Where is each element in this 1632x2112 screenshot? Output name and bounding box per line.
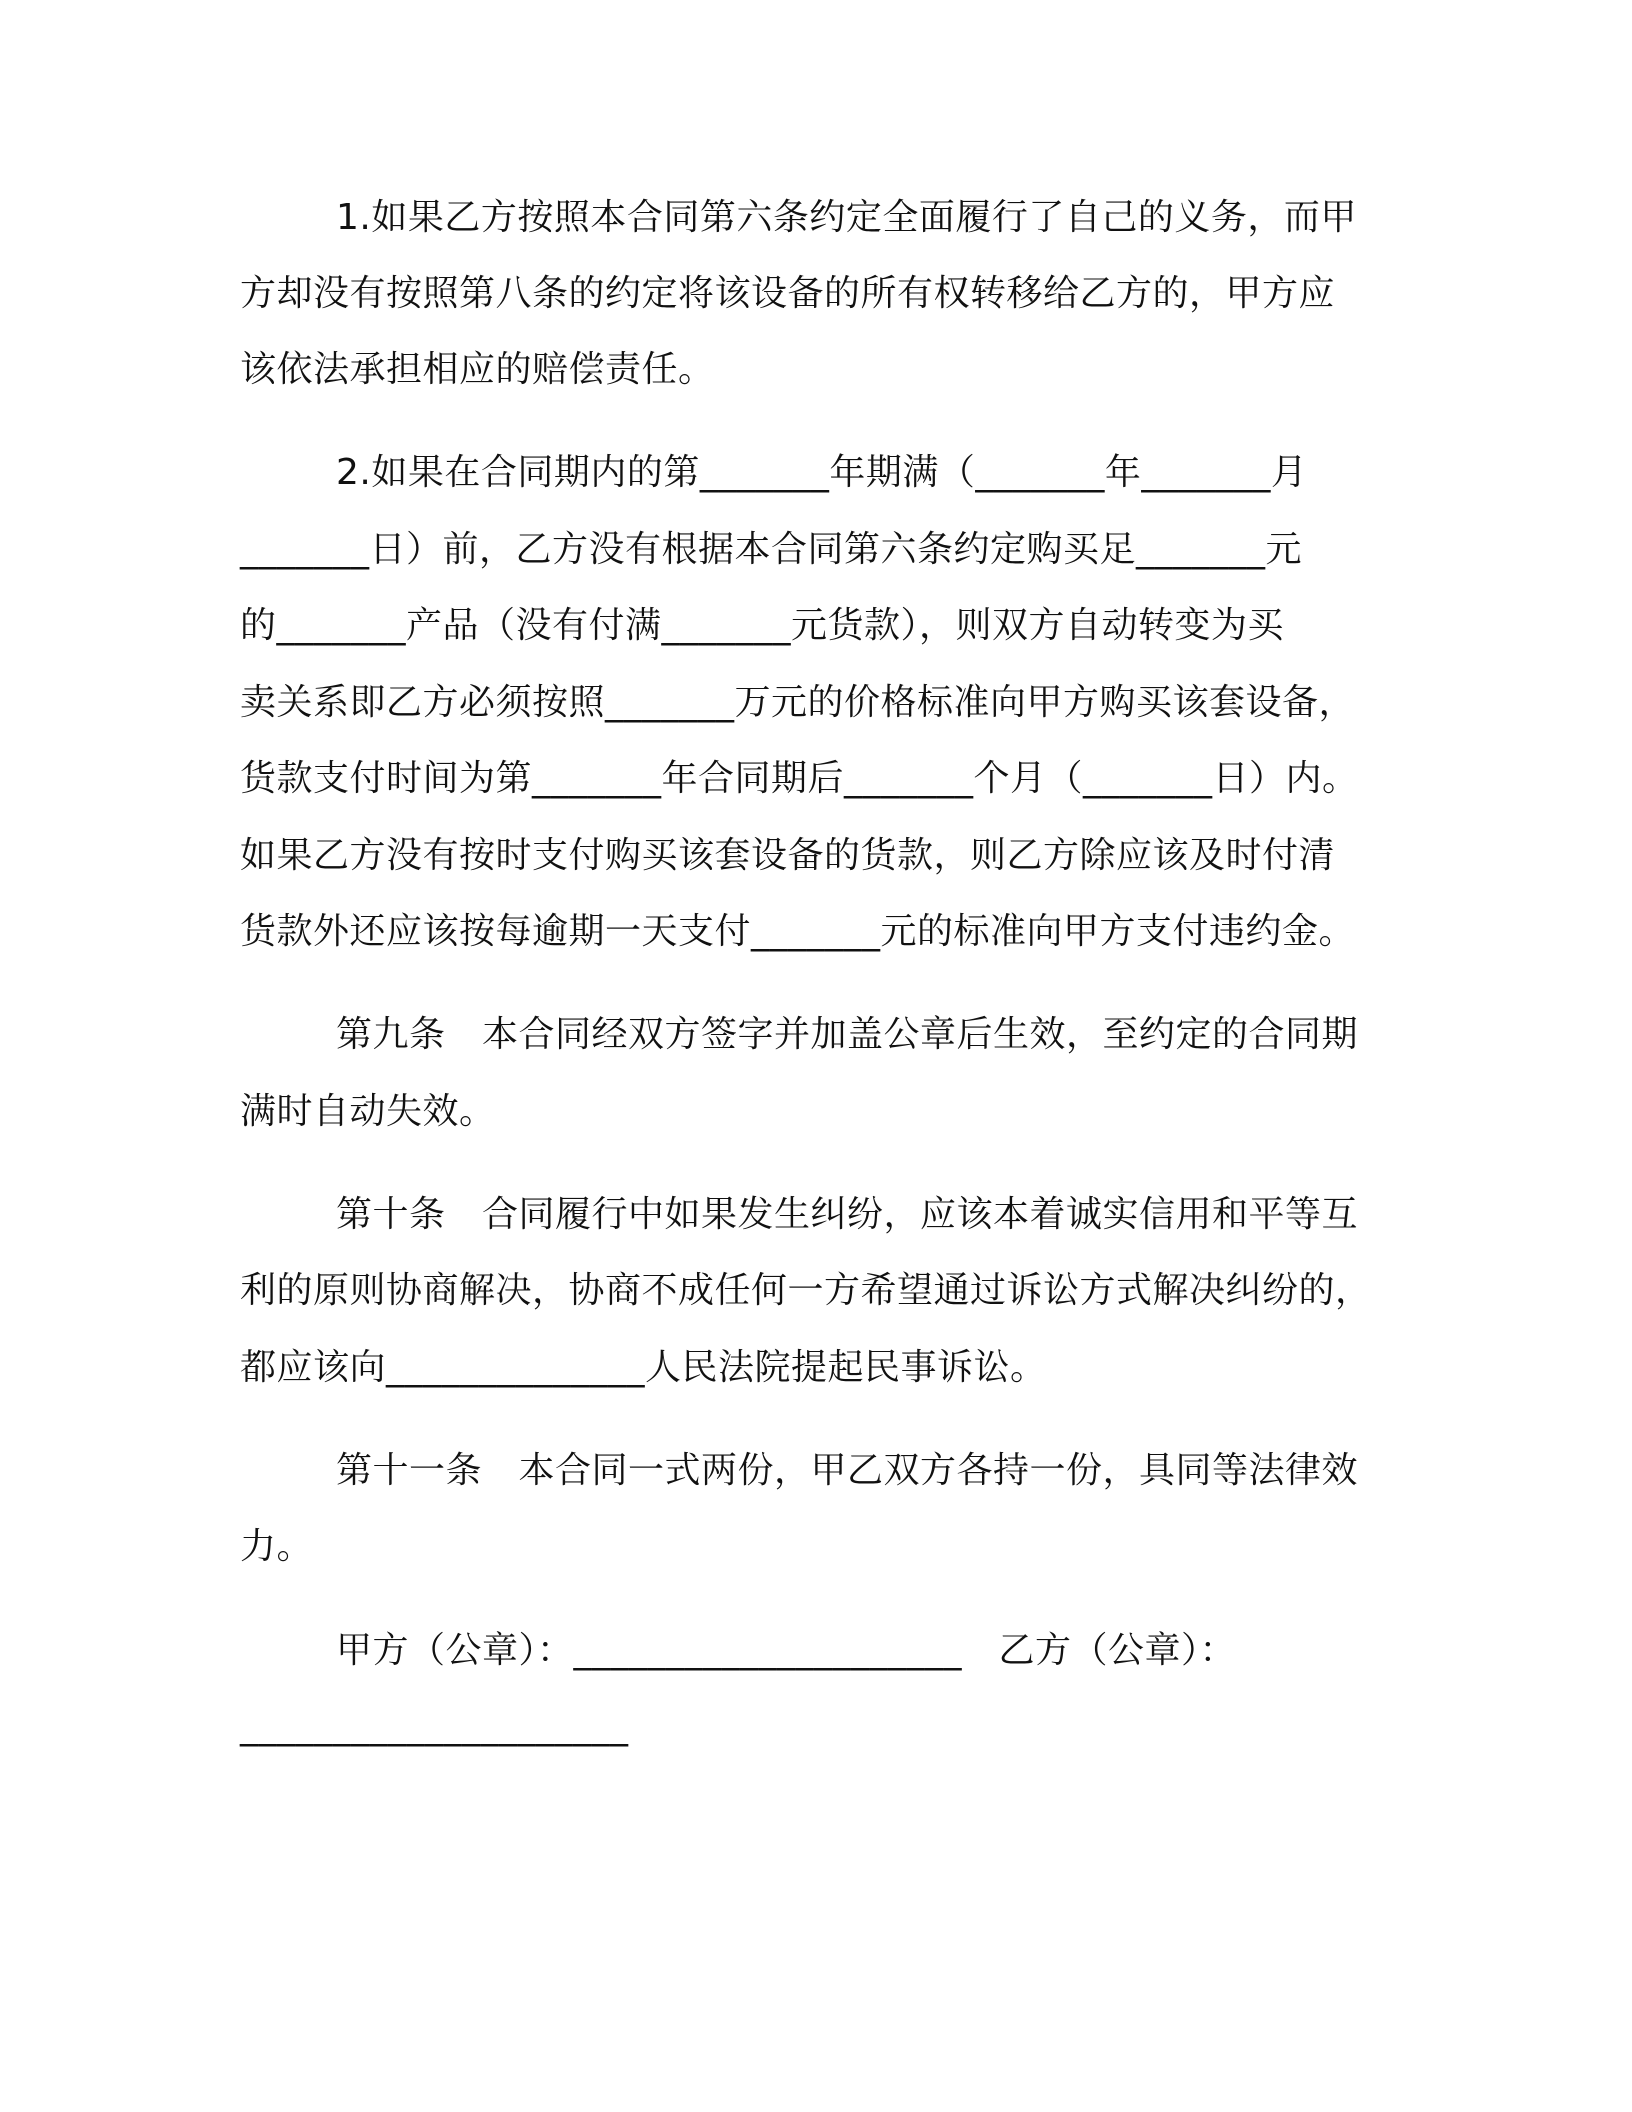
clause-8-item-2-line-7: 货款外还应该按每逾期一天支付_______元的标准向甲方支付违约金。 — [240, 911, 1356, 952]
clause-11-line-1: 第十一条 本合同一式两份，甲乙双方各持一份，具同等法律效 — [336, 1450, 1359, 1491]
clause-8-item-2-line-3: 的_______产品（没有付满_______元货款），则双方自动转变为买 — [240, 605, 1285, 646]
clause-8-item-2-line-6: 如果乙方没有按时支付购买该套设备的货款，则乙方除应该及时付清 — [240, 835, 1336, 876]
signature-line-parties: 甲方（公章）：_____________________ 乙方（公章）： — [336, 1630, 1237, 1671]
clause-10-line-3: 都应该向______________人民法院提起民事诉讼。 — [240, 1347, 1047, 1388]
signature-line-party-b-blank: _____________________ — [240, 1706, 629, 1747]
clause-9-line-2: 满时自动失效。 — [240, 1091, 496, 1132]
clause-8-item-1-line-2: 方却没有按照第八条的约定将该设备的所有权转移给乙方的，甲方应 — [240, 273, 1336, 314]
clause-8-item-2-line-1: 2.如果在合同期内的第_______年期满（_______年_______月 — [336, 452, 1308, 493]
clause-8-item-2-line-2: _______日）前，乙方没有根据本合同第六条约定购买足_______元 — [240, 529, 1303, 570]
clause-8-item-1-line-3: 该依法承担相应的赔偿责任。 — [240, 349, 715, 390]
clause-8-item-1-line-1: 1.如果乙方按照本合同第六条约定全面履行了自己的义务，而甲 — [336, 197, 1357, 238]
clause-11-line-2: 力。 — [240, 1526, 314, 1567]
clause-10-line-1: 第十条 合同履行中如果发生纠纷，应该本着诚实信用和平等互 — [336, 1194, 1359, 1235]
clause-9-line-1: 第九条 本合同经双方签字并加盖公章后生效，至约定的合同期 — [336, 1014, 1359, 1055]
clause-8-item-2-line-4: 卖关系即乙方必须按照_______万元的价格标准向甲方购买该套设备， — [240, 682, 1356, 723]
clause-10-line-2: 利的原则协商解决，协商不成任何一方希望通过诉讼方式解决纠纷的， — [240, 1270, 1372, 1311]
clause-8-item-2-line-5: 货款支付时间为第_______年合同期后_______个月（_______日）内。 — [240, 758, 1359, 799]
